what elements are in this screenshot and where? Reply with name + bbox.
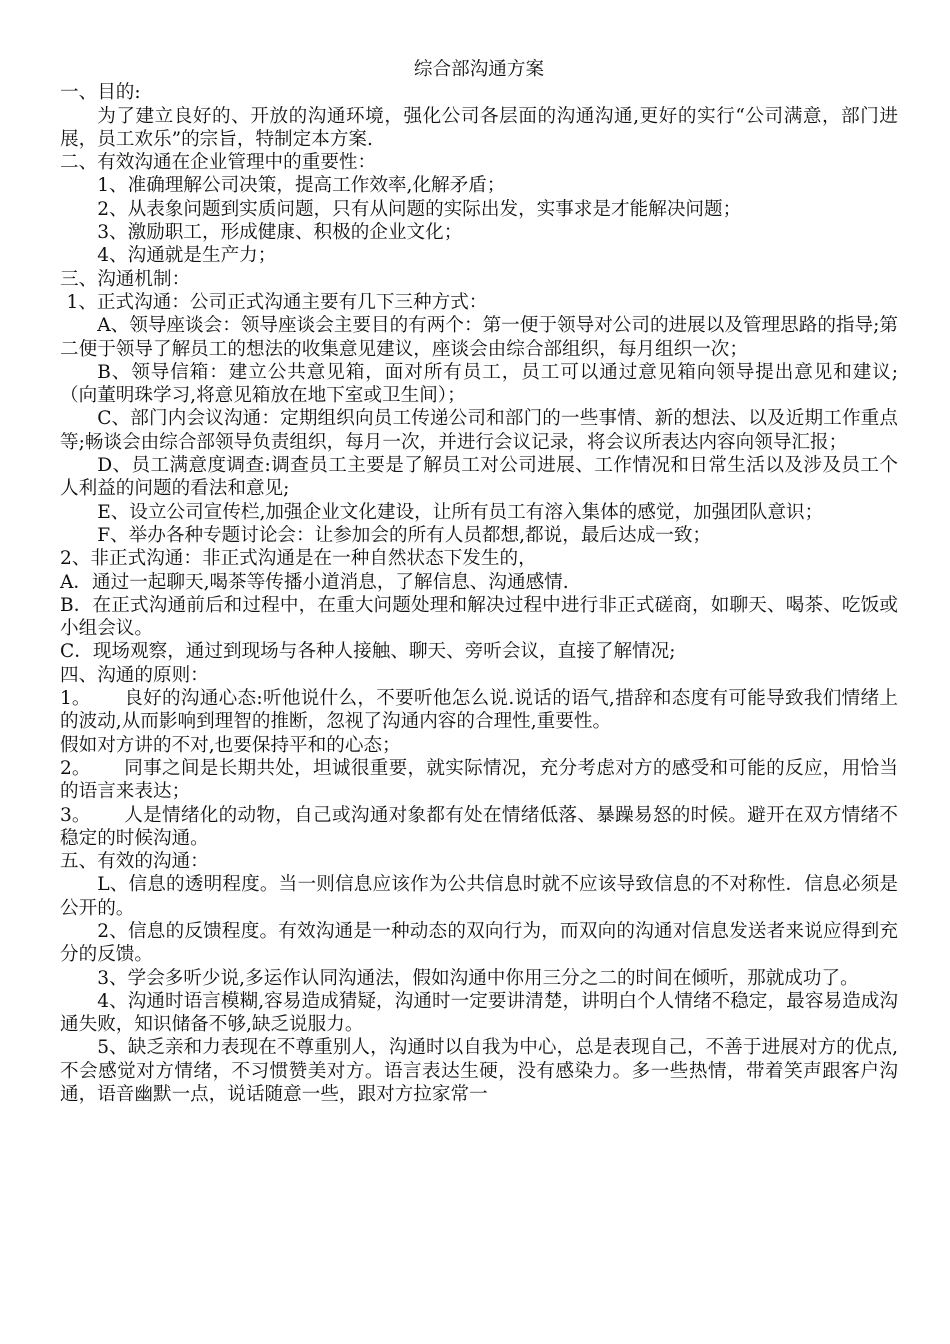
list-item: 1、准确理解公司决策，提高工作效率,化解矛盾； <box>97 175 506 197</box>
list-item: E、设立公司宣传栏,加强企业文化建设，让所有员工有溶入集体的感觉，加强团队意识； <box>97 501 824 523</box>
list-item: L、信息的透明程度。当一则信息应该作为公共信息时就不应该导致信息的不对称性．信息必须是公开的。 <box>60 874 898 919</box>
list-text: 人是情绪化的动物，自己或沟通对象都有处在情绪低落、暴躁易怒的时候。避开在双方情绪不稳定的时候沟通。 <box>60 804 898 849</box>
list-item: A．通过一起聊天,喝茶等传播小道消息，了解信息、沟通感情. <box>60 571 569 593</box>
list-item: 3、激励职工，形成健康、积极的企业文化； <box>97 222 463 244</box>
list-item: 4、沟通时语言模糊,容易造成猜疑，沟通时一定要讲清楚，讲明白个人情绪不稳定，最容易造成沟通失败，知识储备不够,缺乏说服力。 <box>60 990 898 1036</box>
list-text: 同事之间是长期共处，坦诚很重要，就实际情况，充分考虑对方的感受和可能的反应，用恰当的语言来表达； <box>60 757 898 803</box>
list-item <box>60 804 898 851</box>
section-heading-purpose: 一、目的: <box>60 82 141 104</box>
section-heading-principles: 四、沟通的原则： <box>60 664 209 686</box>
list-item: D、员工满意度调查:调查员工主要是了解员工对公司进展、工作情况和日常生活以及涉及员工个人利益的问题的看法和意见; <box>60 455 898 500</box>
subsection-heading-informal: 2、非正式沟通：非正式沟通是在一种自然状态下发生的， <box>60 548 537 570</box>
list-number: 3。 <box>60 804 91 826</box>
paragraph: 为了建立良好的、开放的沟通环境，强化公司各层面的沟通沟通,更好的实行“公司满意，部门进展，员工欢乐”的宗旨，特制定本方案. <box>60 105 898 150</box>
list-number: 2。 <box>60 757 91 779</box>
list-item: 2、信息的反馈程度。有效沟通是一种动态的双向行为，而双向的沟通对信息发送者来说应得到充分的反馈。 <box>60 920 898 966</box>
list-item <box>60 687 898 734</box>
list-item <box>60 757 898 804</box>
list-item: 5、缺乏亲和力表现在不尊重别人，沟通时以自我为中心，总是表现自己，不善于进展对方的优点,不会感觉对方情绪，不习惯赞美对方。语言表达生硬，没有感染力。多一些热情，带着笑声跟客户沟通，语音幽默一点，说话随意一些，跟对方拉家常一 <box>60 1037 898 1106</box>
section-heading-mechanism: 三、沟通机制： <box>60 268 191 290</box>
subsection-heading-formal: 1、正式沟通：公司正式沟通主要有几下三种方式： <box>66 291 488 313</box>
list-number: 1。 <box>60 688 91 710</box>
document-body <box>60 58 898 1106</box>
section-heading-effective: 五、有效的沟通： <box>60 851 209 873</box>
list-item: 4、沟通就是生产力； <box>97 245 277 267</box>
list-item: 3、学会多听少说,多运作认同沟通法，假如沟通中你用三分之二的时间在倾听，那就成功了。 <box>97 967 859 989</box>
list-item: B、领导信箱：建立公共意见箱，面对所有员工，员工可以通过意见箱向领导提出意见和建议;（向董明珠学习,将意见箱放在地下室或卫生间）； <box>60 361 898 407</box>
list-item: F、举办各种专题讨论会：让参加会的所有人员都想,都说，最后达成一致； <box>97 524 712 546</box>
paragraph: 假如对方讲的不对,也要保持平和的心态； <box>60 734 401 756</box>
list-item: C．现场观察，通过到现场与各种人接触、聊天、旁听会议，直接了解情况; <box>60 641 676 663</box>
list-item: C、部门内会议沟通：定期组织向员工传递公司和部门的一些事情、新的想法、以及近期工作重点等;畅谈会由综合部领导负责组织，每月一次，并进行会议记录，将会议所表达内容向领导汇报； <box>60 408 898 453</box>
list-item: A、领导座谈会：领导座谈会主要目的有两个：第一便于领导对公司的进展以及管理思路的指导;第二便于领导了解员工的想法的收集意见建议，座谈会由综合部组织，每月组织一次； <box>60 315 898 360</box>
list-text: 良好的沟通心态:听他说什么，不要听他怎么说.说话的语气,措辞和态度有可能导致我们情绪上的波动,从而影响到理智的推断，忽视了沟通内容的合理性,重要性。 <box>60 688 898 733</box>
document-title: 综合部沟通方案 <box>413 59 545 80</box>
list-item: B．在正式沟通前后和过程中，在重大问题处理和解决过程中进行非正式磋商，如聊天、喝茶、吃饭或小组会议。 <box>60 594 898 640</box>
list-item: 2、从表象问题到实质问题，只有从问题的实际出发，实事求是才能解决问题； <box>97 198 742 220</box>
section-heading-importance: 二、有效沟通在企业管理中的重要性： <box>60 152 377 174</box>
